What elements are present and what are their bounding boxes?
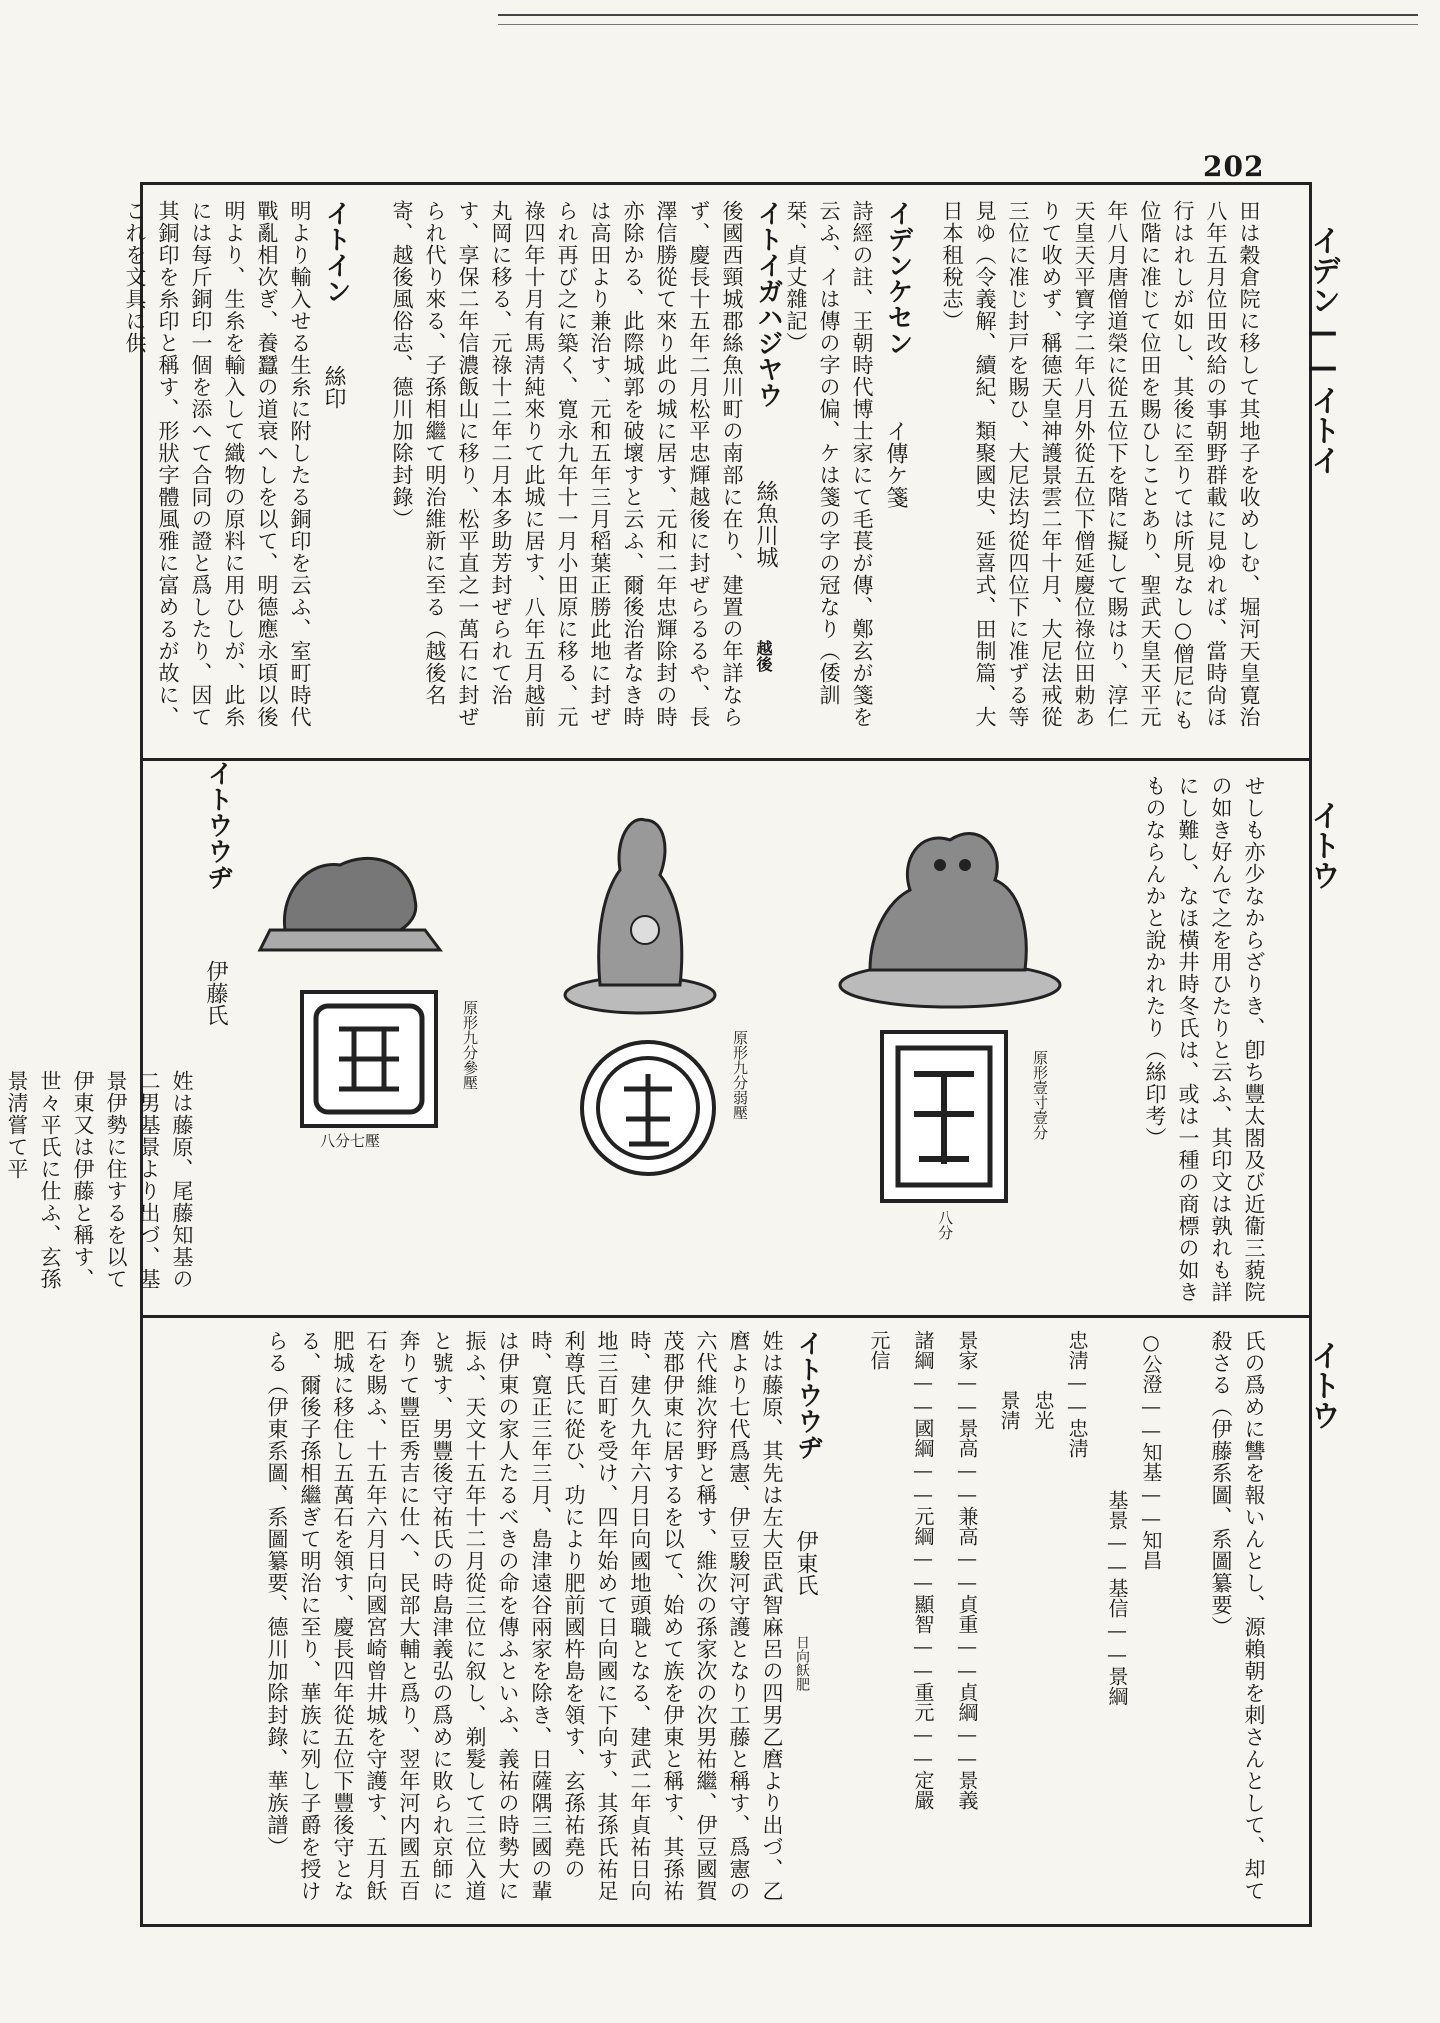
entry-text-itoin: 明より輸入せる生糸に附したる銅印を云ふ、室町時代戰亂相次ぎ、養蠶の道衰へしを以て、明德應永頃以後明より、生糸を輸入して織物の原料に用ひしが、此糸には每斤銅印一個を添へて合同の證と爲したり、因て其銅印を糸印と稱す、形狀字體風雅に富めるが故に、これを文具に供 <box>123 200 312 728</box>
top-rule-thin <box>498 24 1418 25</box>
genealogy-line-7: 諸綱——國綱——元綱——顯智——重元——定嚴 <box>911 1330 935 1810</box>
genealogy-line-5: 景淸 <box>997 1330 1021 1430</box>
entry-kanji-itouuji-2: 伊東氏 <box>793 1530 818 1596</box>
top-rule <box>498 14 1418 16</box>
seal-caption-1: 原形壹寸壹分 <box>1031 1050 1049 1140</box>
page-number: 202 <box>1203 150 1265 183</box>
seal-figure-lion-icon <box>830 780 1070 1020</box>
entry-heading-itoin: イトイン <box>321 200 351 304</box>
seal-caption-3: 原形九分參壓 <box>461 1000 479 1090</box>
running-head-bottom: イトウ <box>1305 1340 1340 1430</box>
seal-caption-3b: 八分七壓 <box>320 1132 381 1150</box>
seal-caption-1b: 八分 <box>936 1210 954 1240</box>
genealogy-line-6: 景家——景高——兼高——貞重——貞綱——景義 <box>955 1330 979 1810</box>
bottom-continued-text: 氏の爲めに讐を報いんとし、源賴朝を刺さんとして、却て殺さる（伊藤系圖、系圖纂要） <box>1209 1330 1266 1902</box>
entry-text-itouuji-1: 姓は藤原、尾藤知基の二男基景より出づ、基景伊勢に住するを以て伊東又は伊藤と稱す、世々平氏に仕ふ、玄孫景淸嘗て平 <box>5 1070 194 1290</box>
section-divider-top <box>140 758 1312 761</box>
entry-kanji-iden-kesen: イ傳ケ箋 <box>883 420 908 508</box>
entry-heading-itouuji-2: イトウウヂ <box>793 1330 823 1460</box>
genealogy-line-4: 忠光 <box>1031 1330 1055 1430</box>
seal-impression-3 <box>300 990 438 1128</box>
seal-impression-2 <box>580 1040 716 1176</box>
entry-kanji-itoin: 絲印 <box>321 365 346 409</box>
entry-heading-iden-kesen: イデンケセン <box>883 200 913 356</box>
genealogy-line-1: ○公澄——知基——知昌 <box>1139 1330 1163 1570</box>
genealogy-line-8: 元信 <box>867 1330 891 1370</box>
entry-heading-itoigawa-jou: イトイガハジヤウ <box>753 200 783 408</box>
entry-label-itoigawa-jou: 越後 <box>754 640 773 672</box>
running-head-middle: イトウ <box>1305 800 1340 890</box>
genealogy-line-3: 忠淸——忠淸 <box>1065 1330 1089 1458</box>
running-head-top: イデン——イトイ <box>1305 225 1340 475</box>
entry-text-iden-kesen: 詩經の註、王朝時代博士家にて毛萇が傳、鄭玄が箋を云ふ、イは傳の字の偏、ケは箋の字の冠なり（倭訓栞、貞丈雜記） <box>784 200 874 728</box>
intro-text: 田は穀倉院に移して其地子を收めしむ、堀河天皇寛治八年五月位田改給の事朝野群載に見ゆれば、當時尙ほ行はれしが如し、其後に至りては所見なし○僧尼にも位階に准じて位田を賜ひしことあり、聖武天皇天平元年八月唐僧道榮に從五位下を階に擬して賜はり、淳仁天皇天平寶字二年八月外從五位下僧延慶位祿位田勅ありて收めず、稱德天皇神護景雲二年十月、大尼法戒從三位に准じ封戸を賜ひ、大尼法均從四位下に准ずる等見ゆ（令義解、續紀、類聚國史、延喜式、田制篇、大日本租稅志） <box>940 200 1261 731</box>
seal-figure-figure-icon <box>560 800 720 1020</box>
seal-impression-1 <box>880 1030 1008 1203</box>
middle-continued-text: せしも亦少なからざりき、卽ち豐太閤及び近衞三藐院の如き好んで之を用ひたりと云ふ、其印文は孰れも詳にし難し、なほ橫井時冬氏は、或は一種の商標の如きものならんかと說かれたり（絲印考） <box>1143 775 1266 1303</box>
entry-text-itouuji-2: 姓は藤原、其先は左大臣武智麻呂の四男乙麿より出づ、乙麿より七代爲憲、伊豆駿河守護となり工藤と稱す、爲憲の六代維次狩野と稱す、維次の孫家次の次男祐繼、伊豆國賀茂郡伊東に居するを以て、始めて族を伊東と稱す、其孫祐時、建久九年六月日向國地頭職となる、建武二年貞祐日向地三百町を受け、四年始めて日向國に下向す、其孫氏祐足利尊氏に從ひ、功により肥前國杵島を領す、玄孫祐堯の時、寛正三年三月、島津遠谷兩家を除き、日薩隅三國の輩は伊東の家人たるべきの命を傳ふといふ、義祐の時勢大に振ふ、天文十五年十二月從三位に叙し、剃髮して三位入道と號す、男豐後守祐氏の時島津義弘の爲めに敗られ京師に奔りて豐臣秀吉に仕へ、民部大輔と爲り、翌年河内國五百石を賜ふ、十五年六月日向國宮崎曾井城を守護す、五月飫肥城に移住し五萬石を領す、慶長四年從五位下豐後守となる、爾後子孫相繼ぎて明治に至り、華族に列し子爵を授けらる（伊東系圖、系圖纂要、德川加除封錄、華族譜） <box>265 1330 784 1902</box>
seal-caption-2: 原形九分弱壓 <box>731 1030 749 1120</box>
entry-text-itoigawa-jou: 後國西頸城郡絲魚川町の南部に在り、建置の年詳ならず、慶長十五年二月松平忠輝越後に封ぜらるるや、長澤信勝從て來り此の城に居す、元和二年忠輝除封の時亦除かる、此際城郭を破壞すと云ふ、爾後治者なき時は高田より兼治す、元和五年三月稻葉正勝此地に封ぜられ再び之に築く、寛永九年十一月小田原に移る、元祿四年十月有馬淸純來りて此城に居す、八年五月越前丸岡に移る、元祿十二年二月本多助芳封ぜられて治す、享保二年信濃飯山に移り、松平直之一萬石に封ぜられ代り來る、子孫相繼て明治維新に至る（越後名寄、越後風俗志、德川加除封錄） <box>390 200 744 728</box>
entry-note-itouuji-2: 日向飫肥 <box>794 1635 810 1691</box>
entry-heading-itouuji-1: イトウウヂ <box>203 760 233 890</box>
genealogy-line-2: 基景——基信——景綱 <box>1105 1330 1129 1706</box>
section-divider-bottom <box>140 1315 1312 1318</box>
seal-figure-beast-icon <box>250 820 450 970</box>
entry-kanji-itouuji-1: 伊藤氏 <box>203 960 228 1026</box>
entry-kanji-itoigawa-jou: 絲魚川城 <box>753 480 778 568</box>
